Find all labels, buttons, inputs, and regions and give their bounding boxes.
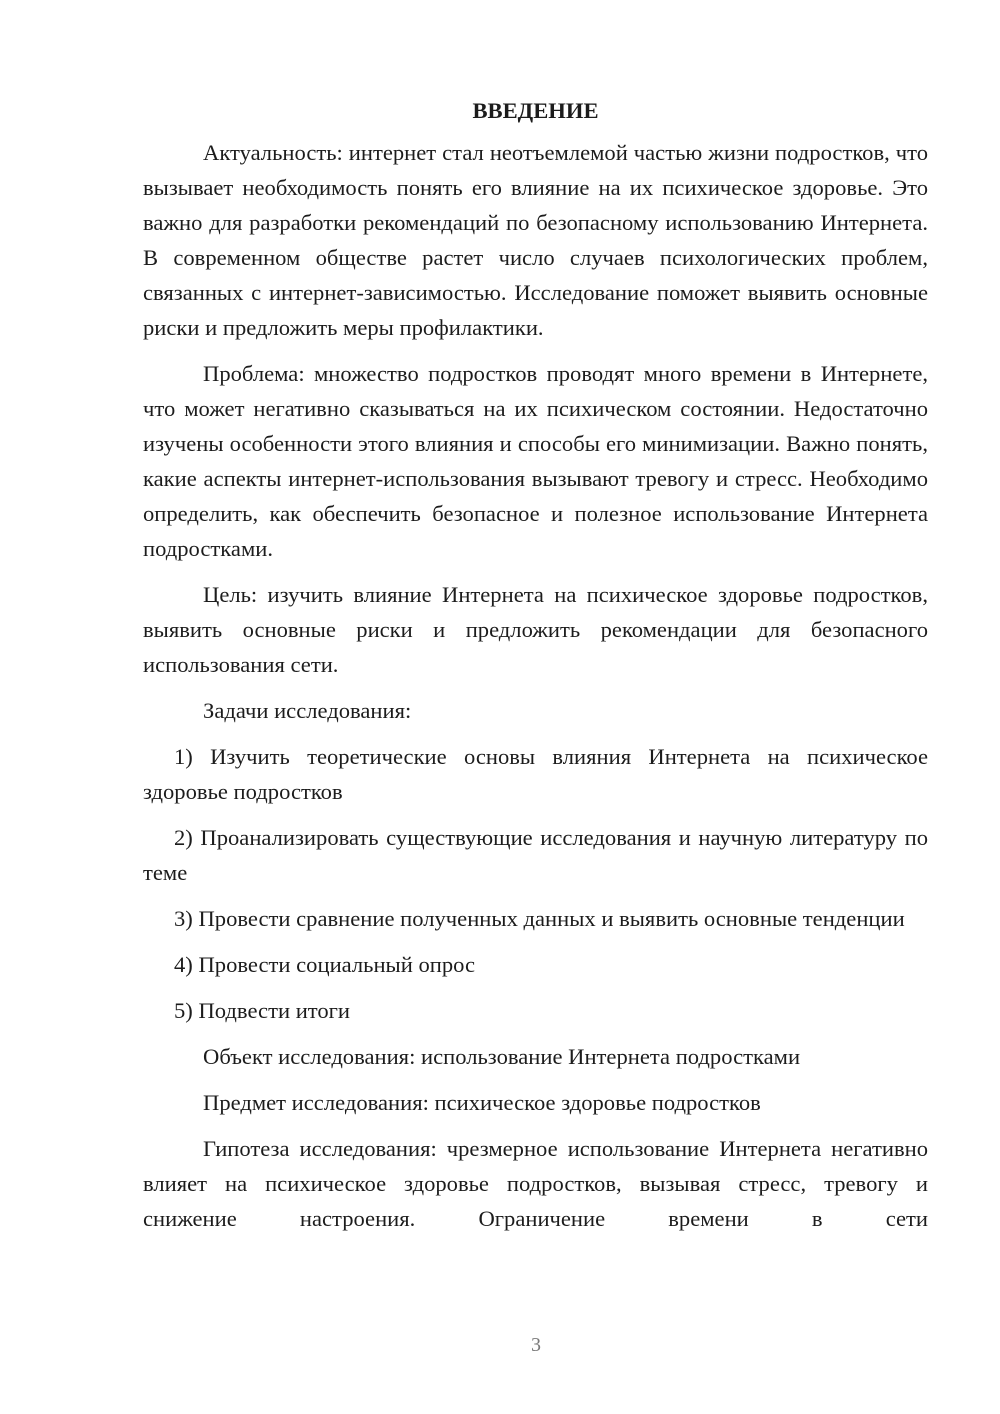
task-item-5: 5) Подвести итоги — [174, 998, 351, 1023]
task-item-2: 2) Проанализировать существующие исследования и научную литературу по теме — [143, 825, 928, 885]
page-number: 3 — [531, 1334, 541, 1356]
tasks-heading: Задачи исследования: — [203, 698, 412, 723]
relevance-paragraph: Актуальность: интернет стал неотъемлемой частью жизни подростков, что вызывает необходимость понять его влияние на их психическое здоровье. Это важно для разработки рекомендаций по безопасному использованию Интернета. В современном обществе растет число случаев психологических проблем, связанных с интернет-зависимостью. Исследование поможет выявить основные риски и предложить меры профилактики. — [143, 140, 928, 340]
object-paragraph: Объект исследования: использование Интернета подростками — [203, 1044, 801, 1069]
hypothesis-paragraph: Гипотеза исследования: чрезмерное использование Интернета негативно влияет на психическое здоровье подростков, вызывая стресс, тревогу и снижение настроения. Ограничение времени в сети — [143, 1136, 928, 1231]
document-body — [143, 95, 928, 1247]
task-item-1: 1) Изучить теоретические основы влияния Интернета на психическое здоровье подростков — [143, 744, 928, 804]
task-item-4: 4) Провести социальный опрос — [174, 952, 476, 977]
goal-paragraph: Цель: изучить влияние Интернета на психическое здоровье подростков, выявить основные риски и предложить рекомендации для безопасного использования сети. — [143, 582, 928, 677]
problem-paragraph: Проблема: множество подростков проводят много времени в Интернете, что может негативно сказываться на их психическом состоянии. Недостаточно изучены особенности этого влияния и способы его минимизации. Важно понять, какие аспекты интернет-использования вызывают тревогу и стресс. Необходимо определить, как обеспечить безопасное и полезное использование Интернета подростками. — [143, 361, 928, 561]
page-title: ВВЕДЕНИЕ — [472, 98, 599, 123]
task-item-3: 3) Провести сравнение полученных данных и выявить основные тенденции — [174, 906, 905, 931]
subject-paragraph: Предмет исследования: психическое здоровье подростков — [203, 1090, 761, 1115]
